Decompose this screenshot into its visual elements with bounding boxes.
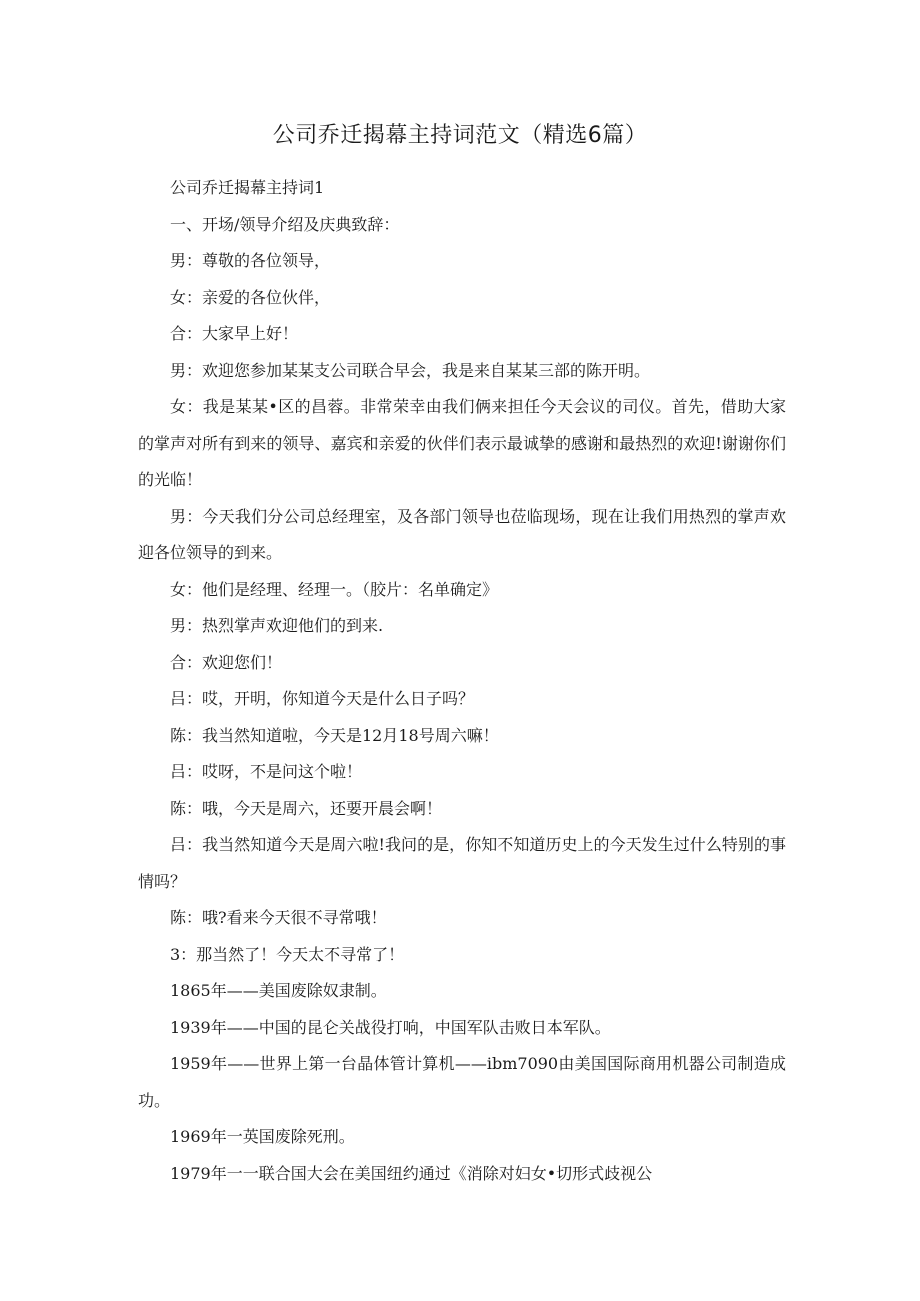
paragraph: 1959年——世界上第一台晶体管计算机——ibm7090由美国国际商用机器公司制造成功。 [138,1054,786,1110]
paragraph: 合：大家早上好！ [170,324,299,343]
paragraph: 吕：哎，开明，你知道今天是什么日子吗？ [170,689,475,708]
paragraph: 吕：我当然知道今天是周六啦!我问的是，你知不知道历史上的今天发生过什么特别的事情吗？ [138,835,786,891]
paragraph: 陈：哦?看来今天很不寻常哦！ [170,908,387,927]
paragraph: 陈：我当然知道啦，今天是12月18号周六嘛！ [170,725,499,745]
paragraph: 一、开场/领导介绍及庆典致辞： [170,214,400,234]
paragraph: 男：尊敬的各位领导， [170,251,331,270]
document-body [138,170,786,1192]
paragraph: 女：我是某某•区的昌蓉。非常荣幸由我们俩来担任今天会议的司仪。首先，借助大家的掌声对所有到来的领导、嘉宾和亲爱的伙伴们表示最诚挚的感谢和最热烈的欢迎!谢谢你们的光临！ [138,397,786,489]
paragraph: 男：欢迎您参加某某支公司联合早会，我是来自某某三部的陈开明。 [170,360,651,380]
paragraph: 女：亲爱的各位伙伴， [170,287,331,307]
paragraph: 陈：哦，今天是周六，还要开晨会啊！ [170,798,443,818]
document-title: 公司乔迁揭幕主持词范文（精选6篇） [272,123,648,148]
paragraph: 男：热烈掌声欢迎他们的到来. [170,616,384,635]
paragraph: 合：欢迎您们！ [170,652,283,672]
paragraph: 1865年——美国废除奴隶制。 [170,981,387,1000]
paragraph: 3：那当然了！今天太不寻常了！ [170,944,405,964]
paragraph: 1939年——中国的昆仑关战役打响，中国军队击败日本军队。 [170,1017,611,1037]
paragraph: 女：他们是经理、经理一。（胶片：名单确定》 [170,579,499,599]
paragraph: 男：今天我们分公司总经理室，及各部门领导也莅临现场，现在让我们用热烈的掌声欢迎各位领导的到来。 [138,506,786,562]
paragraph: 公司乔迁揭幕主持词1 [170,178,325,197]
paragraph: 吕：哎呀，不是问这个啦！ [170,762,363,781]
paragraph: 1979年一一联合国大会在美国纽约通过《消除对妇女•切形式歧视公 [170,1163,653,1183]
paragraph: 1969年一英国废除死刑。 [170,1127,355,1146]
